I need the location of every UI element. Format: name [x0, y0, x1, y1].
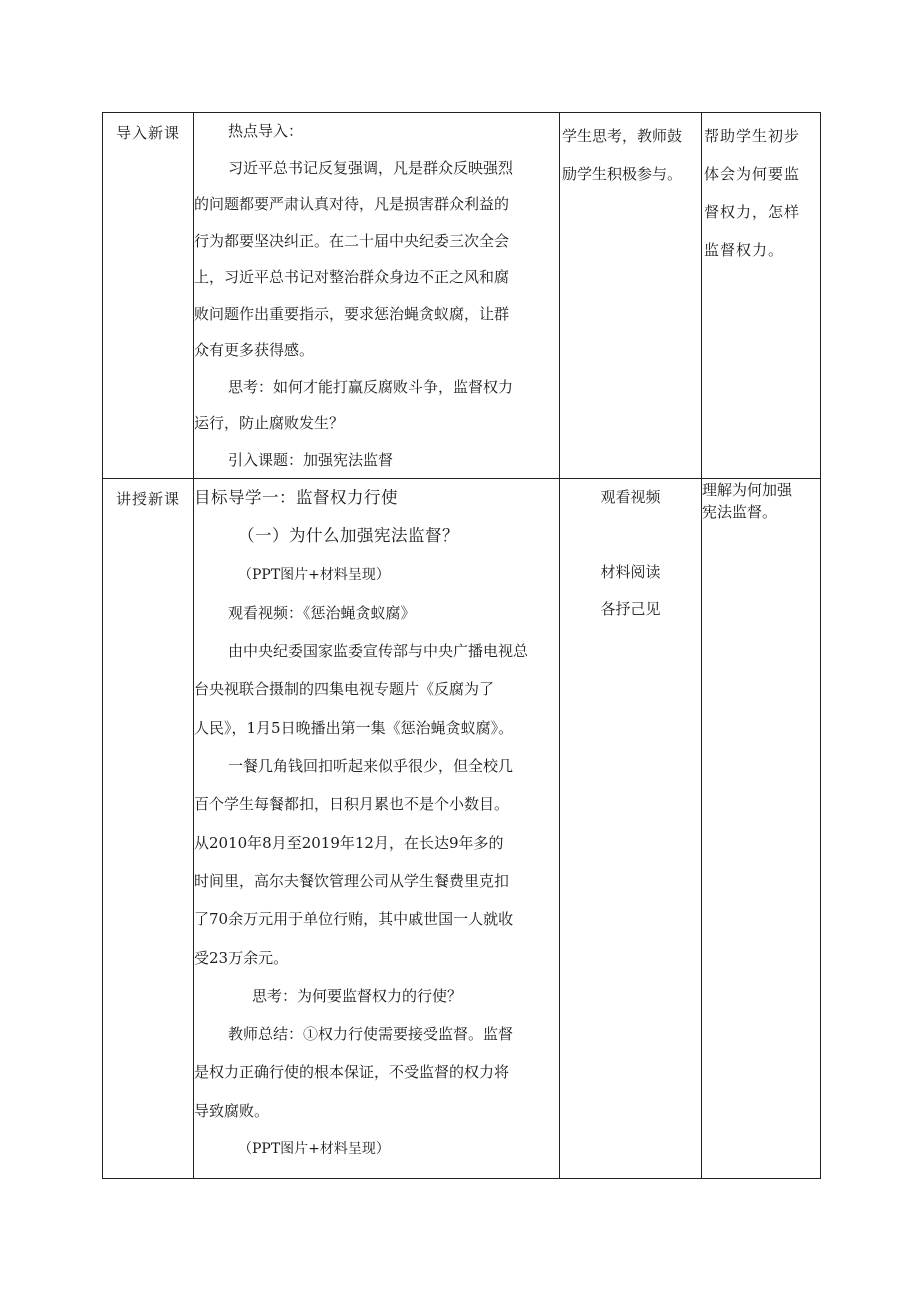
- content-cell: [194, 479, 560, 1179]
- content-line: 引入课题：加强宪法监督: [228, 450, 394, 469]
- student-line: 各抒己见: [600, 600, 661, 618]
- content-line: 习近平总书记反复强调，凡是群众反映强烈: [228, 158, 514, 177]
- content-line: 台央视联合摄制的四集电视专题片《反腐为了: [194, 680, 495, 699]
- content-line: 人民》，1月5日晚播出第一集《惩治蝇贪蚁腐》。: [194, 718, 514, 737]
- intent-line: 督权力，怎样: [704, 203, 801, 221]
- content-line: 受23万余元。: [194, 948, 289, 967]
- content-line: 教师总结：①权力行使需要接受监督。监督: [228, 1025, 514, 1044]
- content-line: 热点导入：: [228, 122, 304, 140]
- content-line: 行为都要坚决纠正。在二十届中央纪委三次全会: [194, 231, 510, 250]
- intent-line: 帮助学生初步: [704, 127, 801, 145]
- content-line: 运行，防止腐败发生？: [194, 414, 345, 432]
- student-line: 观看视频: [600, 488, 661, 506]
- content-line: 时间里，高尔夫餐饮管理公司从学生餐费里克扣: [194, 871, 510, 890]
- intent-line: 理解为何加强: [702, 481, 793, 499]
- content-line: （PPT图片+材料呈现）: [238, 1141, 390, 1158]
- intent-line: 监督权力。: [704, 241, 785, 259]
- content-line: 败问题作出重要指示，要求惩治蝇贪蚁腐，让群: [194, 304, 510, 323]
- stage-label: 导入新课: [115, 124, 180, 142]
- content-line: （一）为什么加强宪法监督？: [238, 526, 459, 546]
- stage-cell: [103, 479, 194, 1179]
- content-line: 从2010年8月至2019年12月，在长达9年多的: [194, 833, 504, 852]
- student-line: 学生思考，教师鼓: [562, 127, 683, 145]
- stage-cell: [103, 113, 194, 479]
- content-line: 观看视频：《惩治蝇贪蚁腐》: [228, 603, 416, 622]
- content-line: 思考：如何才能打赢反腐败斗争，监督权力: [228, 377, 514, 396]
- content-line: 思考：为何要监督权力的行使？: [252, 986, 463, 1005]
- content-line: 了70余万元用于单位行贿，其中戚世国一人就收: [194, 910, 514, 929]
- student-line: 材料阅读: [600, 562, 661, 581]
- table-row-teach: [103, 479, 821, 1179]
- content-line: 目标导学一：监督权力行使: [194, 488, 398, 507]
- stage-label: 讲授新课: [115, 490, 180, 508]
- student-line: 励学生积极参与。: [562, 165, 683, 183]
- design-intent-cell: [702, 113, 821, 479]
- student-activity-cell: [560, 113, 702, 479]
- content-line: （PPT图片+材料呈现）: [238, 566, 390, 583]
- content-line: 百个学生每餐都扣，日积月累也不是个小数目。: [194, 795, 510, 814]
- table-row-intro: [103, 113, 821, 479]
- content-line: 导致腐败。: [194, 1101, 270, 1120]
- content-line: 众有更多获得感。: [194, 341, 315, 359]
- lesson-plan-table: [102, 112, 821, 1179]
- design-intent-cell: [702, 479, 821, 1179]
- content-line: 的问题都要严肃认真对待，凡是损害群众利益的: [194, 195, 510, 213]
- content-line: 一餐几角钱回扣听起来似乎很少，但全校几: [228, 757, 514, 776]
- intent-line: 体会为何要监: [704, 165, 801, 183]
- intent-line: 宪法监督。: [702, 503, 778, 521]
- content-line: 上，习近平总书记对整治群众身边不正之风和腐: [194, 268, 510, 286]
- content-cell: [194, 113, 560, 479]
- content-line: 是权力正确行使的根本保证，不受监督的权力将: [194, 1063, 510, 1082]
- student-activity-cell: [560, 479, 702, 1179]
- content-line: 由中央纪委国家监委宣传部与中央广播电视总: [228, 642, 529, 661]
